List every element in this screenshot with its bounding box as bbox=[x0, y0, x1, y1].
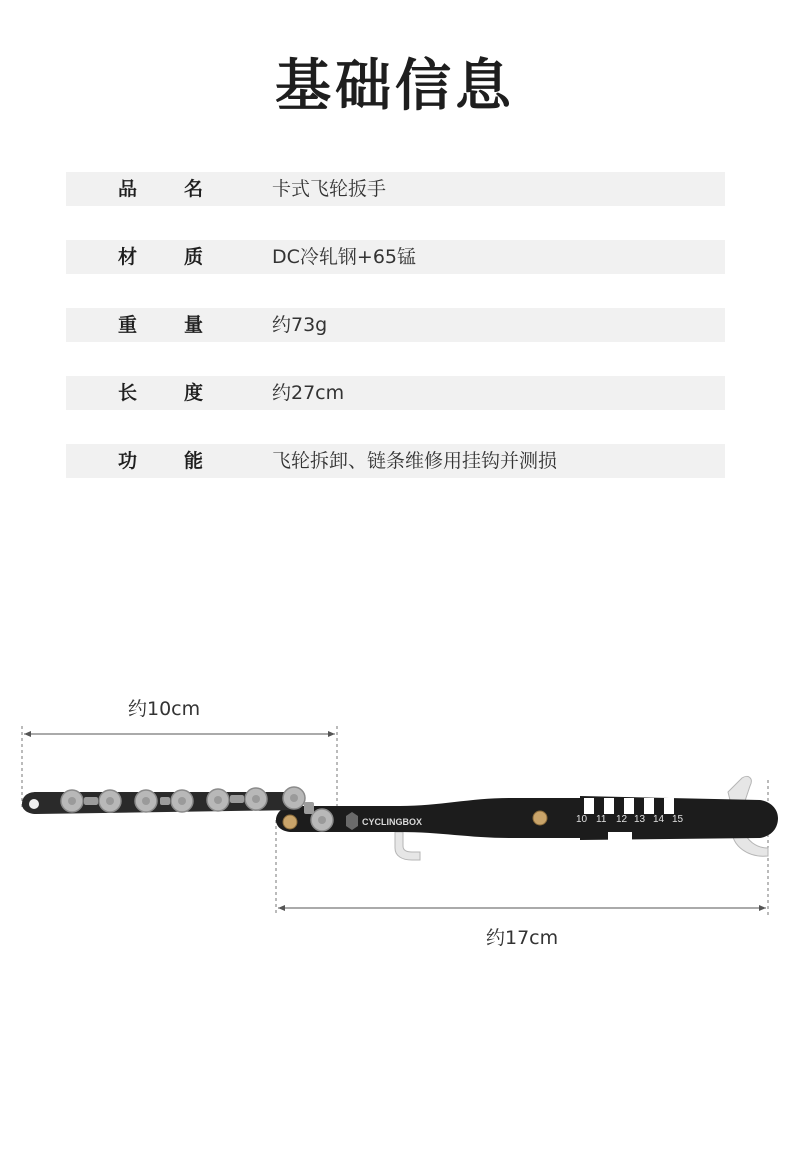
spec-row-weight bbox=[66, 308, 725, 342]
spec-label bbox=[66, 376, 224, 410]
spec-label-char-1: 长 bbox=[118, 382, 138, 404]
product-figure bbox=[0, 680, 790, 960]
spec-table bbox=[66, 172, 725, 512]
spec-value: DC冷轧钢+65锰 bbox=[272, 246, 416, 268]
spec-label-char-1: 重 bbox=[118, 314, 138, 336]
page-title: 基础信息 bbox=[275, 54, 515, 119]
handle-length-label: 约17cm bbox=[486, 927, 559, 949]
spec-label-char-2: 名 bbox=[184, 178, 204, 200]
gauge-number: 11 bbox=[596, 814, 607, 825]
gauge-number: 15 bbox=[672, 814, 684, 825]
spec-label-char-1: 品 bbox=[118, 178, 138, 200]
spec-row-function bbox=[66, 444, 725, 478]
spec-value: 卡式飞轮扳手 bbox=[272, 178, 387, 200]
spec-row-material bbox=[66, 240, 725, 274]
spec-label-char-2: 能 bbox=[184, 450, 204, 472]
spec-value: 飞轮拆卸、链条维修用挂钩并测损 bbox=[272, 450, 558, 472]
gauge-number: 10 bbox=[576, 814, 588, 825]
spec-label-char-2: 量 bbox=[184, 314, 204, 336]
spec-value: 约73g bbox=[272, 314, 328, 336]
chain-whip-tool-illustration bbox=[0, 680, 790, 960]
spec-label-char-1: 功 bbox=[118, 450, 138, 472]
spec-label bbox=[66, 172, 224, 206]
gauge-number: 14 bbox=[653, 814, 665, 825]
spec-label-char-2: 度 bbox=[184, 382, 204, 404]
spec-value: 约27cm bbox=[272, 382, 345, 404]
brand-logo-text: CYCLINGBOX bbox=[362, 817, 423, 827]
spec-row-name bbox=[66, 172, 725, 206]
hook-middle bbox=[395, 832, 420, 860]
spec-label bbox=[66, 444, 224, 478]
rivet-right bbox=[533, 811, 547, 825]
spec-label-char-2: 质 bbox=[184, 246, 204, 268]
spec-row-length bbox=[66, 376, 725, 410]
gauge-number: 13 bbox=[634, 814, 646, 825]
gauge-number: 12 bbox=[616, 814, 628, 825]
spec-label bbox=[66, 308, 224, 342]
rivet-left bbox=[283, 815, 297, 829]
spec-label bbox=[66, 240, 224, 274]
chain-length-label: 约10cm bbox=[128, 698, 201, 720]
spec-label-char-1: 材 bbox=[118, 246, 138, 268]
